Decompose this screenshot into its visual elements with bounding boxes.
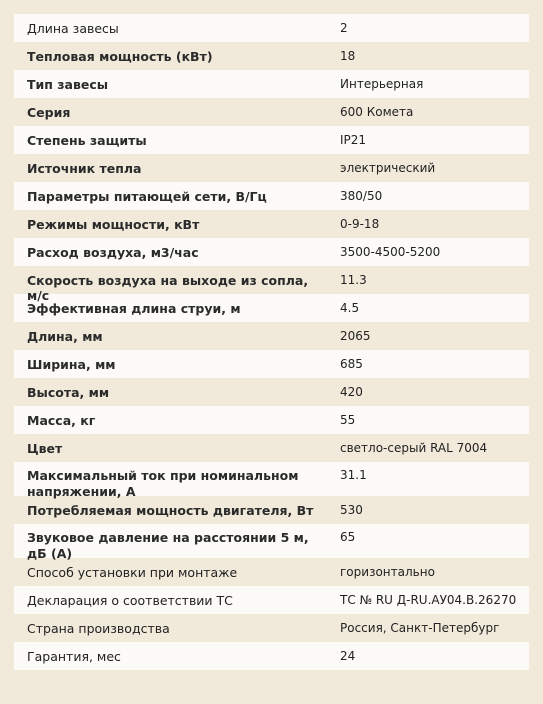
spec-value: 685 [340, 357, 363, 371]
spec-row [14, 462, 529, 499]
spec-row [14, 182, 529, 210]
spec-value: ТС № RU Д-RU.АУ04.В.26270 [340, 593, 517, 607]
spec-label: Скорость воздуха на выходе из сопла, м/с [27, 273, 309, 303]
spec-row [14, 266, 529, 303]
spec-value: электрический [340, 161, 436, 175]
spec-value: 2065 [340, 329, 371, 343]
spec-row [14, 42, 529, 70]
spec-row [14, 322, 529, 350]
spec-label: Способ установки при монтаже [27, 565, 238, 580]
spec-row [14, 496, 529, 524]
spec-row [14, 586, 529, 614]
spec-row [14, 642, 529, 670]
spec-label: Степень защиты [27, 133, 147, 148]
specifications-table [14, 14, 529, 670]
spec-label: Ширина, мм [27, 357, 116, 372]
spec-row [14, 210, 529, 238]
spec-label: Потребляемая мощность двигателя, Вт [27, 503, 314, 518]
spec-row [14, 70, 529, 98]
spec-row [14, 614, 529, 642]
spec-row [14, 14, 529, 42]
spec-row [14, 558, 529, 586]
spec-value: Интерьерная [340, 77, 424, 91]
spec-value: 420 [340, 385, 363, 399]
spec-label: Высота, мм [27, 385, 110, 400]
spec-value: горизонтально [340, 565, 435, 579]
spec-value: 600 Комета [340, 105, 414, 119]
spec-value: 2 [340, 21, 348, 35]
spec-label: Гарантия, мес [27, 649, 121, 664]
spec-value: 31.1 [340, 468, 367, 482]
spec-label: Цвет [27, 441, 63, 456]
spec-label: Серия [27, 105, 71, 120]
spec-value: светло-серый RAL 7004 [340, 441, 488, 455]
spec-label: Длина, мм [27, 329, 103, 344]
spec-value: 380/50 [340, 189, 383, 203]
spec-label: Режимы мощности, кВт [27, 217, 200, 232]
spec-value: 0-9-18 [340, 217, 380, 231]
spec-row [14, 434, 529, 462]
spec-row [14, 524, 529, 561]
spec-label: Эффективная длина струи, м [27, 301, 241, 316]
spec-value: 24 [340, 649, 356, 663]
spec-value: 55 [340, 413, 356, 427]
spec-value: 65 [340, 530, 356, 544]
spec-value: IP21 [340, 133, 367, 147]
spec-row [14, 350, 529, 378]
spec-row [14, 154, 529, 182]
spec-value: 18 [340, 49, 356, 63]
spec-label: Тепловая мощность (кВт) [27, 49, 213, 64]
spec-row [14, 126, 529, 154]
spec-row [14, 378, 529, 406]
spec-label: Декларация о соответствии ТС [27, 593, 233, 608]
spec-row [14, 406, 529, 434]
spec-row [14, 238, 529, 266]
spec-value: Россия, Санкт-Петербург [340, 621, 500, 635]
spec-label: Длина завесы [27, 21, 119, 36]
spec-label: Масса, кг [27, 413, 96, 428]
spec-label: Расход воздуха, м3/час [27, 245, 199, 260]
spec-label: Тип завесы [27, 77, 109, 92]
spec-row [14, 98, 529, 126]
spec-value: 4.5 [340, 301, 360, 315]
spec-label: Максимальный ток при номинальном напряжении, А [27, 468, 299, 499]
spec-row [14, 294, 529, 322]
spec-label: Источник тепла [27, 161, 142, 176]
spec-label: Звуковое давление на расстоянии 5 м, дБ (А) [27, 530, 309, 561]
spec-value: 3500-4500-5200 [340, 245, 441, 259]
spec-label: Параметры питающей сети, В/Гц [27, 189, 267, 204]
spec-value: 530 [340, 503, 363, 517]
spec-value: 11.3 [340, 273, 367, 287]
spec-label: Страна производства [27, 621, 170, 636]
